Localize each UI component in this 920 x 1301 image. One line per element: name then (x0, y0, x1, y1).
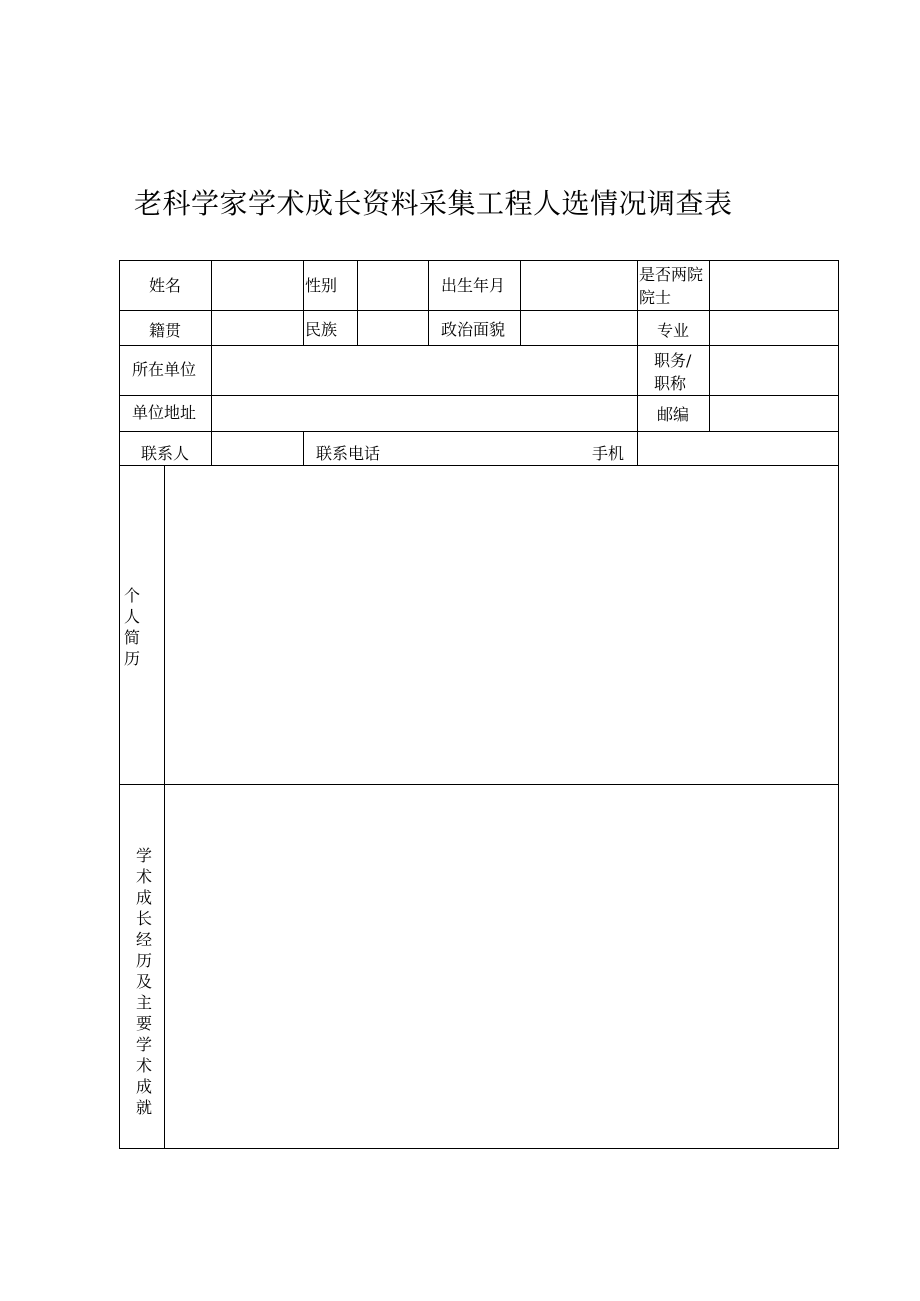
name-field[interactable] (212, 261, 303, 310)
birth-label: 出生年月 (441, 276, 506, 295)
table-rule (119, 260, 120, 1149)
resume-label: 个人简历 (123, 586, 140, 668)
employer-address-field[interactable] (212, 396, 637, 431)
employer-label: 所在单位 (132, 360, 197, 379)
ethnicity-field[interactable] (358, 311, 428, 345)
table-rule (119, 1148, 839, 1149)
native-place-field[interactable] (212, 311, 303, 345)
major-field[interactable] (710, 311, 838, 345)
academician-field[interactable] (710, 261, 838, 310)
native-place-label: 籍贯 (149, 321, 182, 340)
form-title: 老科学家学术成长资料采集工程人选情况调查表 (134, 187, 733, 220)
position-field[interactable] (710, 346, 838, 395)
gender-label: 性别 (305, 276, 338, 295)
mobile-label: 手机 (592, 444, 625, 463)
political-status-field[interactable] (521, 311, 637, 345)
contact-phone-field[interactable] (388, 432, 588, 465)
name-label: 姓名 (149, 276, 182, 295)
employer-field[interactable] (212, 346, 637, 395)
table-rule (303, 260, 304, 345)
table-rule (838, 260, 839, 1149)
position-label-line1: 职务/ (654, 351, 692, 370)
ethnicity-label: 民族 (305, 320, 338, 339)
mobile-field[interactable] (638, 432, 838, 465)
table-rule (428, 260, 429, 345)
postcode-label: 邮编 (657, 405, 690, 424)
gender-field[interactable] (358, 261, 428, 310)
academic-growth-label: 学术成长经历及主要学术成就 (135, 846, 152, 1117)
resume-field[interactable] (165, 466, 838, 784)
contact-phone-label: 联系电话 (316, 444, 381, 463)
table-rule (303, 431, 304, 465)
major-label: 专业 (657, 321, 690, 340)
contact-person-label: 联系人 (141, 444, 190, 463)
academician-label-line1: 是否两院 (639, 265, 704, 284)
position-label-line2: 职称 (654, 374, 687, 393)
academic-growth-field[interactable] (165, 785, 838, 1148)
political-status-label: 政治面貌 (441, 320, 506, 339)
employer-address-label: 单位地址 (132, 403, 197, 422)
postcode-field[interactable] (710, 396, 838, 431)
birth-field[interactable] (521, 261, 637, 310)
academician-label-line2: 院士 (639, 288, 672, 307)
contact-person-field[interactable] (212, 432, 303, 465)
